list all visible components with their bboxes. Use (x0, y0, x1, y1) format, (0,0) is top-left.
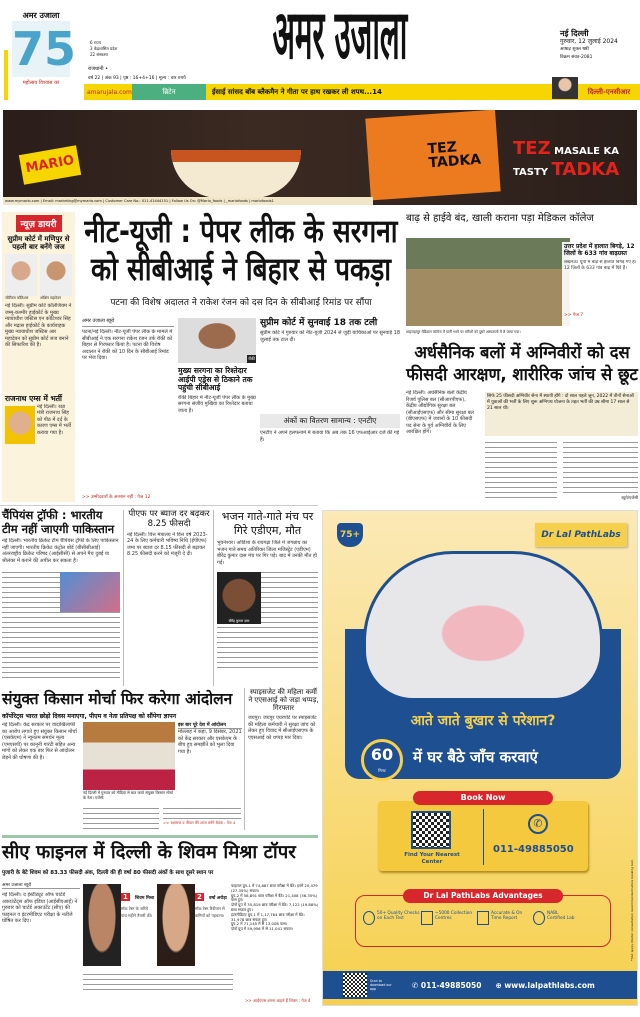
diary-item-body: नई दिल्ली। रक्षा मंत्री राजनाथ सिंह को पीठ में दर्द के कारण एम्स में भर्ती कराया गया है। (37, 403, 71, 436)
hindu-date: आषाढ़ शुक्ल षष्ठी (560, 47, 589, 52)
champions-headline[interactable]: चैंपियंस ट्रॉफी : भारतीय टीम नहीं जाएगी पाकिस्तान (2, 508, 115, 536)
spicejet-body: जयपुर। जयपुर एयरपोर्ट पर स्पाइसजेट की महिला कर्मचारी ने सुरक्षा जांच को लेकर हुए विवाद में सीआईएसएफ के एएसआई को थप्पड़ मार दिया। (248, 715, 317, 741)
city: नई दिल्ली (560, 29, 589, 38)
minutes: 60 (370, 745, 394, 764)
news-diary-label: न्यूज़ डायरी (16, 215, 62, 232)
side-headline[interactable]: मुख्य सरगना का रिश्तेदार आईपी एड्रेस से ठिकाने तक पहुंची सीबीआई (178, 366, 253, 393)
photo-caption: ओशिन महादेवन (40, 296, 62, 301)
site-link[interactable]: amarujala.com (87, 88, 132, 96)
rajnath-photo (5, 406, 35, 444)
topper-note: मॉक टेस्ट के जरिये पांच महीने तैयारी की। (121, 906, 153, 918)
agniveer-body: नई दिल्ली। अर्धसैनिक बलों केंद्रीय रिजर्व पुलिस बल (सीआरपीएफ), केंद्रीय औद्योगिक सुरक्षा बल (सीआईएसएफ) और सीमा सुरक्षा बल (बीएसएफ) में जवानों के 10 फीसदी पद सेना के पूर्व अग्निवीरों के लिए आरक्षित होंगे। (406, 390, 474, 435)
report-icon (477, 911, 489, 925)
phone-icon: ✆ (528, 814, 548, 834)
kisan-side-body: मोल्लाह ने कहा, 9 दिसंबर, 2021 को केंद्र सरकार और एसकेएम के बीच हुए समझौते को भुला दिया गया है। (178, 729, 242, 755)
app-qr-code[interactable] (343, 973, 367, 997)
rank-badge: 2 (197, 893, 202, 901)
agniveer-text-col (485, 440, 557, 502)
kisan-photo (83, 722, 175, 790)
kisan-jump[interactable]: >> रक्षाराज व पीयल की आज करेंगे बैठक : पेज 4 (163, 820, 236, 825)
flood-jump[interactable]: >> पेज 7 (564, 312, 584, 318)
sc-body: सुप्रीम कोर्ट ने गुरुवार को नीट-यूजी 2024 से जुड़ी याचिकाओं पर सुनवाई 18 जुलाई तक टाल दी। (260, 330, 400, 343)
advantage-item: ~5000 Collection Centres (435, 911, 473, 921)
lead-headline[interactable]: नीट-यूजी : पेपर लीक के सरगना को सीबीआई ने बिहार से पकड़ा (84, 212, 398, 288)
ad-line2: में घर बैठे जाँच करवाएं (413, 748, 538, 766)
ca-body: नई दिल्ली। द इंस्टीट्यूट ऑफ चार्टर्ड अकाउंटेंट्स ऑफ इंडिया (आईसीएआई) ने गुरुवार को चार्टर्ड अकाउंटेंट (सीए) की फाइनल व इंटरमीडिएट परीक्षा के नतीजे घोषित कर दिए। (2, 892, 78, 924)
topper-name: शिवम मिश्रा (134, 896, 155, 901)
lal-pathlabs-ad[interactable] (322, 510, 638, 1006)
nta-headline[interactable]: अंकों का वितरण सामान्य : एनटीए (260, 414, 400, 428)
tagline: महोत्सव विश्वास का (22, 80, 60, 86)
mario-logo: MARIO (19, 145, 81, 185)
topper-card (157, 884, 229, 966)
samvat: विक्रम संवत-2081 (560, 55, 593, 60)
stat-item: ग्रुप-2 में 58,891 छात्र परीक्षा में बैठे। 21,408 (36.35%) पास हुए। (231, 892, 318, 903)
judge-photo (5, 254, 37, 296)
phone-number[interactable]: 011-49885050 (493, 844, 574, 855)
lead-subhead: पटना की विशेष अदालत ने राकेश रंजन को दस दिन के सीबीआई रिमांड पर सौंपा (110, 298, 372, 308)
clock-icon (361, 739, 403, 781)
kisan-subhead: कॉर्पोरेट्स भारत छोड़ो दिवस मनाएगा, पीएम व नेता प्रतिपक्ष को सौंपेगा ज्ञापन (2, 713, 177, 720)
tez-text: TEZ (513, 138, 551, 159)
person-photo (552, 77, 578, 99)
topper-photo (83, 884, 121, 966)
noodle-bowl-image (171, 150, 301, 198)
credit: ब्यूरो/एजेंसी (621, 495, 638, 500)
topper-photo (157, 884, 195, 966)
agniveer-text-col (563, 440, 638, 495)
minutes-unit: मिनट (378, 768, 386, 773)
diary-item-body: नई दिल्ली। सुप्रीम कोर्ट कॉलेजियम ने जम्मू-कश्मीर हाईकोर्ट के मुख्य न्यायाधीश जस्टिस एन कोटिश्वर सिंह और मद्रास हाईकोर्ट के कार्यवाहक मुख्य न्यायाधीश जस्टिस आर महादेवन को सुप्रीम कोर्ट जज बनाने की सिफारिश की है। (5, 303, 72, 349)
lead-jump[interactable]: >> उम्मीदवारों के अनशन नहीं : पेज 12 (82, 495, 151, 500)
adm-photo (217, 572, 261, 624)
anniv-badge: 75+ (337, 523, 363, 547)
pf-body: नई दिल्ली। वित्त मंत्रालय ने वित्त वर्ष 2023-24 के लिए कर्मचारी भविष्य निधि (ईपीएफ) जमा पर ब्याज दर 8.15 फीसदी से बढ़ाकर 8.25 फीसदी करने को मंजूरी दे दी। (127, 531, 208, 558)
ca-text (83, 972, 233, 994)
byline: अमर उजाला ब्यूरो (82, 318, 174, 327)
building-icon (421, 911, 433, 925)
stat-item: दोनों ग्रुप में 59,956 में से 11,041 सफल। (231, 926, 294, 932)
anniversary-logo (12, 10, 77, 105)
kisan-side-headline[interactable]: इस बार पूरे देश में आंदोलन (178, 722, 242, 729)
ticker-tag: ब्रिटेन (132, 84, 206, 100)
anniv-number: 75 (12, 22, 77, 76)
ticker-bar (84, 84, 640, 100)
byline: अमर उजाला ब्यूरो (2, 882, 80, 889)
news-diary (2, 212, 75, 502)
bhajan-headline[interactable]: भजन गाते-गाते मंच पर गिरे एडीएम, मौत (221, 510, 314, 537)
ticker-headline[interactable]: ईसाई सांसद बॉब ब्लैकमैन ने गीता पर हाथ रखकर ली शपथ...14 (212, 88, 382, 96)
ad-headline: आते जाते बुखार से परेशान? (410, 713, 556, 729)
photo-caption: जोतिरज कोटिश्वर (5, 296, 29, 301)
agniveer-headline[interactable]: अर्धसैनिक बलों में अग्निवीरों को दस फीसदी आरक्षण, शारीरिक जांच से छूट (406, 343, 638, 385)
kisan-text (163, 806, 241, 820)
advantage-item: 50+ Quality Checks on Each Test (377, 911, 420, 921)
judge-photo (40, 254, 72, 296)
date: गुरुवार, 12 जुलाई 2024 (560, 38, 618, 45)
book-now-button[interactable]: Book Now (413, 791, 553, 805)
website-text: www.lalpathlabs.com (504, 980, 595, 990)
pack-title: TEZ TADKA (427, 139, 482, 172)
edition-label: दिल्ली-एनसीआर (587, 87, 631, 96)
flood-photo (406, 238, 570, 326)
edition-item: 3 केंद्रशासित प्रदेश (90, 46, 118, 51)
advantage-item: Accurate & On Time Report (491, 911, 523, 921)
sick-woman-photo (363, 551, 603, 701)
kisan-text (83, 806, 159, 830)
tadka-text: TADKA (551, 159, 620, 180)
photo-caption: बीरेंद्र कुमार दास (217, 619, 261, 624)
cricket-photo (60, 572, 120, 612)
quality-icon (363, 911, 375, 925)
spicejet-headline[interactable]: स्पाइसजेट की महिला कर्मी ने एएसआई को जड़ा थप्पड़, गिरफ्तार (248, 688, 319, 713)
kisan-caption: नई दिल्ली में गुरुवार को मीडिया से बात करते संयुक्त किसान मोर्चा के नेता। एजेंसी (83, 790, 173, 800)
website-link[interactable]: ⊕ www.lalpathlabs.com (495, 980, 595, 990)
flood-caption: शाहजहांपुर मेडिकल कॉलेज में पानी भरने पर मरीजों को दूसरे अस्पतालों में ले जाया गया। (406, 330, 521, 334)
advantages-title: Dr Lal PathLabs Advantages (403, 889, 563, 903)
lead-body: पटना/नई दिल्ली। नीट-यूजी पेपर लीक के मामले में सीबीआई ने एक सरगना राकेश रंजन उर्फ रॉकी को बिहार से गिरफ्तार किया है। पटना की विशेष अदालत ने रॉकी को 10 दिन के सीबीआई रिमांड पर भेज दिया। (82, 329, 173, 361)
editions-list (90, 40, 117, 58)
ca-jump[interactable]: >> आईएएस बनना चाहते हैं शिवम : पेज 4 (245, 998, 311, 1003)
disclaimer: *T&C apply. Doctor consultation recommended before booking test. (630, 859, 634, 961)
nta-body: एनटीए ने अपने हलफनामे में बताया कि अब तक 16 एफआईआर दर्ज की गई हैं। (260, 430, 400, 443)
footer-phone[interactable]: ✆ 011-49885050 (412, 980, 482, 990)
app-label: Scan to download our app (370, 979, 392, 991)
side-body: रॉकी बिहार में नीट-यूजी पेपर लीक के मुख्य सरगना संजीव मुखिया का रिश्तेदार बताया जाता है। (178, 394, 256, 414)
agniveer-box: सिर्फ 25 फीसदी अग्निवीर सेना में स्थायी होंगे : दो साल पहले जून, 2022 में तीनों सेनाओं में युवाओं की भर्ती के लिए शुरू अग्निपथ योजना के तहत भर्ती की उम्र सीमा 17 साल से 21 साल थी। (485, 392, 638, 436)
topper-note: मॉक टेस्ट रिवीजन से कमियों को पहचाना। (195, 906, 225, 918)
noodle-pack (365, 110, 500, 200)
diary-item-title[interactable]: सुप्रीम कोर्ट में मणिपुर से पहली बार बनेंगे जज (7, 235, 70, 252)
flood-side-body: लखनऊ। यूपी में बाढ़ से हालात बिगड़ गए हैं। 12 जिलों के 633 गांव बाढ़ में घिरे हैं। (564, 259, 637, 272)
masthead (0, 0, 640, 105)
stat-item: इंटरमीडिएट ग्रुप-1 में 1,17,764 छात्र परीक्षा में बैठे। 31,978 छात्र सफल हुए। (231, 911, 305, 922)
topper-card (83, 884, 155, 966)
brand-logo: Dr Lal PathLabs (535, 523, 627, 547)
footer-phone-text: 011-49885050 (420, 980, 482, 990)
nabl-icon (533, 911, 545, 925)
flood-headline[interactable]: बाढ़ से हाईवे बंद, खाली कराना पड़ा मेडिकल कॉलेज (406, 213, 594, 224)
stat-item: फाइनल ग्रुप-1 में 74,887 छात्र परीक्षा में बैठे। इनमें 20,479 (27.35%) सफल। (231, 883, 318, 893)
kisan-body: नई दिल्ली। केंद्र सरकार पर वादाखिलाफी का आरोप लगाते हुए संयुक्त किसान मोर्चा (एसकेएम) ने न्यूनतम समर्थन मूल्य (एमएसपी) पर कानूनी गारंटी सहित अन्य मांगों को लेकर एक बार फिर से आंदोलन छेड़ने की घोषणा की है। (2, 722, 77, 761)
mario-ad[interactable] (3, 110, 637, 205)
ad-footer (323, 971, 638, 999)
qr-label: Find Your Nearest Center (404, 852, 460, 865)
small-logo-text: अमर उजाला (22, 11, 60, 20)
sc-headline[interactable]: सुप्रीम कोर्ट में सुनवाई 18 तक टली (260, 318, 378, 328)
bhajan-body: भुवनेश्वर। ओडिशा के रायगढ़ा जिले में जगन्नाथ का भजन गाते समय अतिरिक्त जिला मजिस्ट्रेट (एडीएम) बीरेंद्र कुमार दास मंच पर गिर पड़े। बाद में उनकी मौत हो गई। (217, 540, 317, 566)
rank-badge: 1 (123, 893, 128, 901)
pf-headline[interactable]: पीएफ पर ब्याज दर बढ़कर 8.25 फीसदी (128, 509, 210, 529)
stat-item: ग्रुप-2 में 71,145 में से 13,008 पास। (231, 921, 288, 927)
stat-item: दोनों ग्रुप में 35,819 छात्र परीक्षा में बैठे। 7,122 (19.88%) छात्र सफल हुए। (231, 902, 319, 912)
flood-side-headline[interactable]: उत्तर प्रदेश में हालात बिगड़े, 12 जिलों के 633 गांव बाढ़ग्रस्त (564, 243, 635, 257)
qr-code[interactable] (411, 811, 451, 849)
rocky-photo (178, 318, 256, 363)
ca-stats (231, 884, 319, 932)
capital-label: राजधानी • (88, 66, 109, 72)
tagline2: TASTY (513, 167, 549, 178)
champions-body: नई दिल्ली। भारतीय क्रिकेट टीम चैंपियंस ट्रॉफी के लिए पाकिस्तान नहीं जाएगी। भारतीय क्रिकेट कंट्रोल बोर्ड (बीसीसीआई) अंतरराष्ट्रीय क्रिकेट परिषद (आईसीसी) से अपने मैच दुबई या श्रीलंका में कराने की अपील कर सकता है। (2, 538, 119, 564)
advantage-item: NABL Certified Lab (547, 911, 575, 921)
edition-item: 6 राज्य (90, 40, 102, 45)
topper-name: वर्षा अरोड़ा (208, 896, 227, 901)
edition-item: 22 संस्करण (90, 52, 109, 57)
mario-footer: www.mymario.com | Email: marketing@mymario.com | Customer Care No.: 011-41444151 | Follow Us On: @Mario_foods | _mariofoods | mariofoods1 (5, 199, 274, 203)
photo-caption: रॉकी (248, 356, 255, 361)
issue-line: वर्ष 22 | अंक 93 | पृष्ठ : 16+4+16 | मूल्य : चार रुपये (88, 76, 186, 81)
ca-subhead: पुजारी के बेटे शिवम को 83.33 फीसदी अंक, दिल्ली की ही वर्षा 80 फीसदी अंकों के साथ दूसरे स्थान पर (2, 870, 214, 876)
tagline1: MASALE KA (554, 146, 619, 157)
kisan-headline[interactable]: संयुक्त किसान मोर्चा फिर करेगा आंदोलन (2, 690, 233, 708)
ca-headline[interactable]: सीए फाइनल में दिल्ली के शिवम मिश्रा टॉपर (2, 842, 296, 863)
diary-item-title[interactable]: राजनाथ एम्स में भर्ती (5, 394, 62, 404)
masthead-title: अमर उजाला (272, 0, 408, 75)
